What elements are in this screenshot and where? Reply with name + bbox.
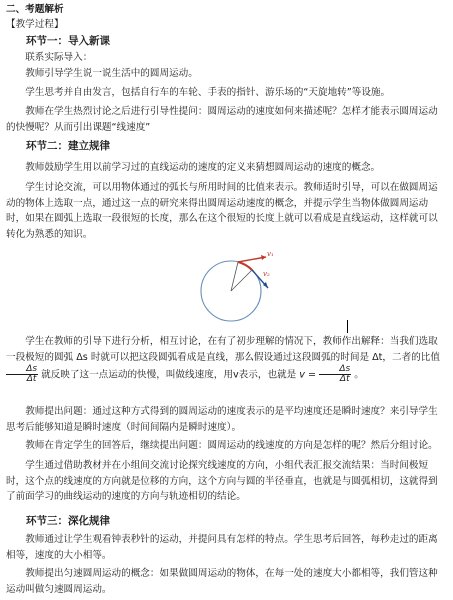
step1-paragraph-2: 教师引导学生说一说生活中的圆周运动。	[25, 68, 198, 79]
step2-title: 环节二：建立规律	[26, 140, 110, 152]
step2-paragraph-4: 教师提出问题：通过这种方式得到的圆周运动的速度表示的是平均速度还是瞬时速度？来引导学生思考后能够知道是瞬时速度（时间间隔内是瞬时速度）。	[6, 406, 438, 433]
step1-paragraph-1: 联系实际导入：	[25, 52, 93, 63]
step3-title: 环节三：深化规律	[26, 515, 110, 527]
fraction-ds-dt	[6, 365, 38, 384]
step2-paragraph-2: 学生讨论交流，可以用物体通过的弧长与所用时间的比值来表示。教师适时引导，可以在做圆周运动的物体上选取一点，通过这一点的研究来得出圆周运动速度的概念，并提示学生当物体做圆周运动时，如果在圆弧上选取一段很短的长度，那么在这个很短的长度上就可以看成是直线运动，这样就可以转化为熟悉的知识。	[6, 182, 438, 240]
step2-paragraph-1: 教师鼓励学生用以前学习过的直线运动的速度的定义来猜想圆周运动的速度的概念。	[25, 162, 381, 173]
radius-line-2	[231, 270, 252, 291]
step1-paragraph-3: 学生思考并自由发言，包括自行车的车轮、手表的指针、游乐场的“天旋地转”等设施。	[25, 87, 391, 98]
fraction-denominator: Δt	[26, 374, 37, 384]
step2-paragraph-3-text-c: 。	[354, 369, 364, 381]
label-v2: v₂	[263, 270, 270, 278]
velocity-vector-1-arrowhead	[261, 255, 266, 260]
text-cursor	[347, 320, 348, 333]
formula-denominator: Δt	[339, 374, 350, 384]
step2-paragraph-3	[6, 334, 446, 384]
step2-paragraph-6: 学生通过借助教材并在小组间交流讨论探究线速度的方向，小组代表汇报交流结果：当时间极短时，这个点的线速度的方向就是位移的方向，这个方向与圆的半径垂直，也就是与圆弧相切，这就得到了前面学习的曲线运动的速度的方向与轨迹相切的结论。	[6, 460, 438, 502]
formula-fraction	[319, 365, 351, 384]
step2-paragraph-5: 教师在肯定学生的回答后，继续提出问题：圆周运动的线速度的方向是怎样的呢？然后分组讨论。	[25, 440, 438, 451]
step3-paragraph-2: 教师提出匀速圆周运动的概念：如果做圆周运动的物体，在每一处的速度大小都相等，我们管这种运动叫做匀速圆周运动。	[6, 568, 438, 595]
fraction-numerator: Δs	[6, 365, 38, 375]
step3-paragraph-1: 教师通过让学生观看钟表秒针的运动，并提问具有怎样的特点。学生思考后回答，每秒走过的距离相等，速度的大小相等。	[6, 534, 438, 561]
radius-line-1	[231, 262, 238, 291]
arc-segment	[238, 262, 252, 270]
formula-numerator: Δs	[319, 365, 351, 375]
circular-motion-figure	[196, 245, 286, 327]
label-v1: v₁	[267, 250, 274, 258]
formula-lhs: v =	[299, 369, 317, 381]
step2-paragraph-3-text-a: 学生在教师的引导下进行分析，相互讨论，在有了初步理解的情况下，教师作出解释：当我们选取一段极短的圆弧 Δs 时就可以把这段圆弧看成是直线，那么假设通过这段圆弧的时间是 Δt，二者的比值	[6, 336, 440, 363]
teaching-process-heading: 【教学过程】	[6, 19, 64, 30]
step1-paragraph-4: 教师在学生热烈讨论之后进行引导性提问：圆周运动的速度如何来描述呢？怎样才能表示圆周运动的快慢呢？从而引出课题“线速度”	[6, 106, 438, 133]
step1-title: 环节一：导入新课	[26, 35, 110, 47]
step2-paragraph-3-text-b: 就反映了这一点运动的快慢，叫做线速度，用v表示，也就是	[41, 369, 297, 381]
section-title: 二、考题解析	[6, 4, 64, 15]
